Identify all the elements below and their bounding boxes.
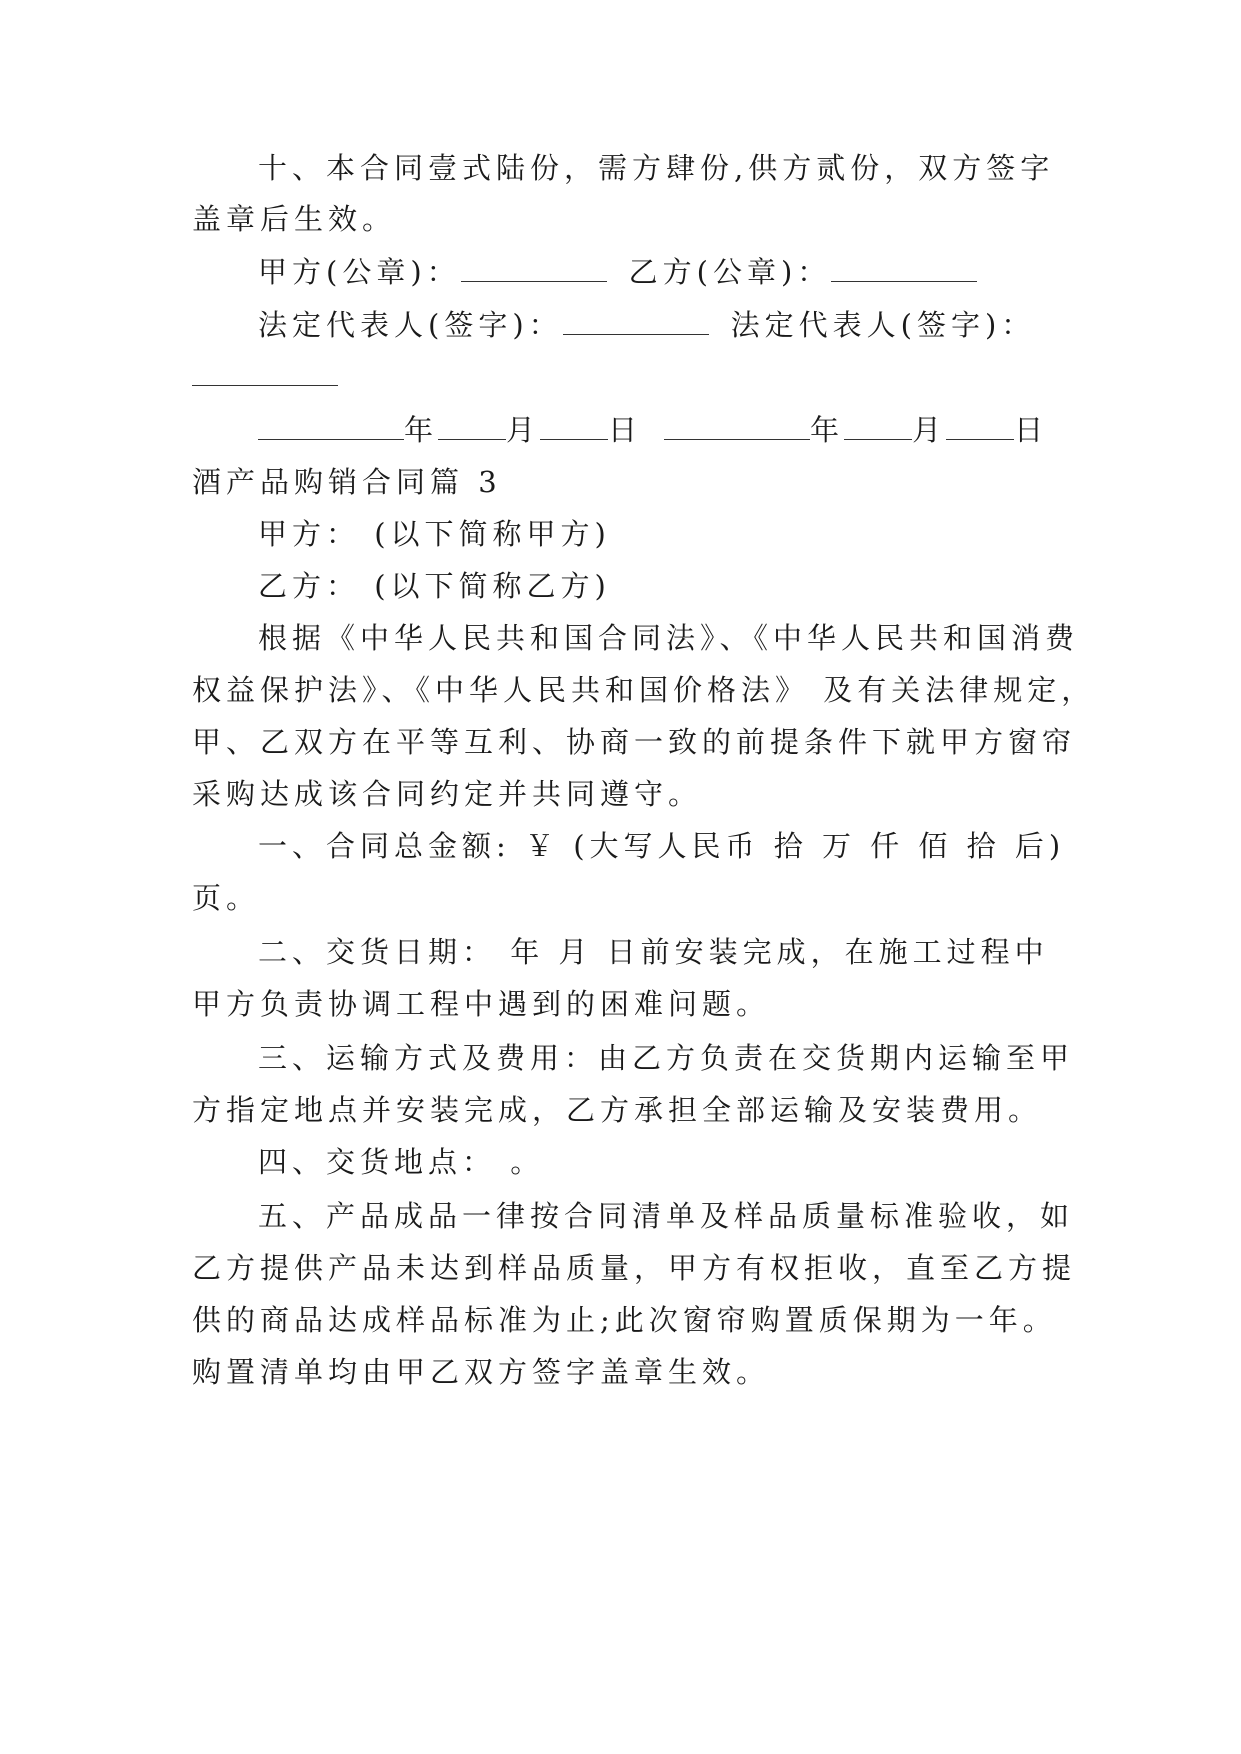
party-a-seal-blank xyxy=(461,253,607,282)
day-label-a: 日 xyxy=(608,413,643,447)
paragraph-line: 二、交货日期： 年 月 日前安装完成，在施工过程中 xyxy=(258,935,1049,969)
rep-a-label: 法定代表人(签字)： xyxy=(258,308,563,342)
rep-b-blank-line xyxy=(192,356,1052,396)
paragraph-line: 四、交货地点： 。 xyxy=(258,1145,545,1179)
month-blank-a xyxy=(438,411,506,440)
paragraph-line: 五、产品成品一律按合同清单及样品质量标准验收，如 xyxy=(258,1199,1075,1233)
party-b-line: 乙方： (以下简称乙方) xyxy=(258,569,611,603)
party-b-seal-blank xyxy=(831,253,977,282)
paragraph-line: 十、本合同壹式陆份，需方肆份,供方贰份，双方签字 xyxy=(258,151,1055,185)
year-label-b: 年 xyxy=(810,413,845,447)
paragraph-line: 甲方负责协调工程中遇到的困难问题。 xyxy=(192,987,771,1021)
month-label-a: 月 xyxy=(506,413,541,447)
year-label-a: 年 xyxy=(404,413,439,447)
paragraph-line: 供的商品达成样品标准为止;此次窗帘购置质保期为一年。 xyxy=(192,1303,1057,1337)
party-a-seal-label: 甲方(公章)： xyxy=(258,255,461,289)
paragraph-line: 购置清单均由甲乙双方签字盖章生效。 xyxy=(192,1355,771,1389)
rep-b-label: 法定代表人(签字)： xyxy=(730,308,1036,342)
day-blank-a xyxy=(540,411,608,440)
paragraph-line: 根据《中华人民共和国合同法》、《中华人民共和国消费 xyxy=(258,621,1080,655)
paragraph-line: 权益保护法》、《中华人民共和国价格法》 及有关法律规定， xyxy=(192,673,1096,707)
paragraph-line: 三、运输方式及费用：由乙方负责在交货期内运输至甲 xyxy=(258,1041,1075,1075)
representative-line xyxy=(258,305,1052,345)
seal-line xyxy=(258,252,1052,292)
month-blank-b xyxy=(844,411,912,440)
day-label-b: 日 xyxy=(1014,413,1049,447)
date-line xyxy=(258,410,1052,450)
month-label-b: 月 xyxy=(912,413,947,447)
party-b-seal-label: 乙方(公章)： xyxy=(628,255,832,289)
paragraph-line: 甲、乙双方在平等互利、协商一致的前提条件下就甲方窗帘 xyxy=(192,725,1077,759)
paragraph-line: 页。 xyxy=(192,881,261,915)
paragraph-line: 一、合同总金额: ￥ (大写人民币 拾 万 仟 佰 拾 后) xyxy=(258,829,1066,863)
paragraph-line: 采购达成该合同约定并共同遵守。 xyxy=(192,777,703,811)
paragraph-line: 乙方提供产品未达到样品质量，甲方有权拒收，直至乙方提 xyxy=(192,1251,1077,1285)
year-blank-a xyxy=(258,411,404,440)
section-heading: 酒产品购销合同篇 3 xyxy=(192,465,502,499)
day-blank-b xyxy=(946,411,1014,440)
paragraph-line: 方指定地点并安装完成，乙方承担全部运输及安装费用。 xyxy=(192,1093,1043,1127)
party-a-line: 甲方： (以下简称甲方) xyxy=(258,517,611,551)
rep-b-blank xyxy=(192,357,338,386)
year-blank-b xyxy=(664,411,810,440)
rep-a-blank xyxy=(563,306,709,335)
paragraph-line: 盖章后生效。 xyxy=(192,202,397,236)
